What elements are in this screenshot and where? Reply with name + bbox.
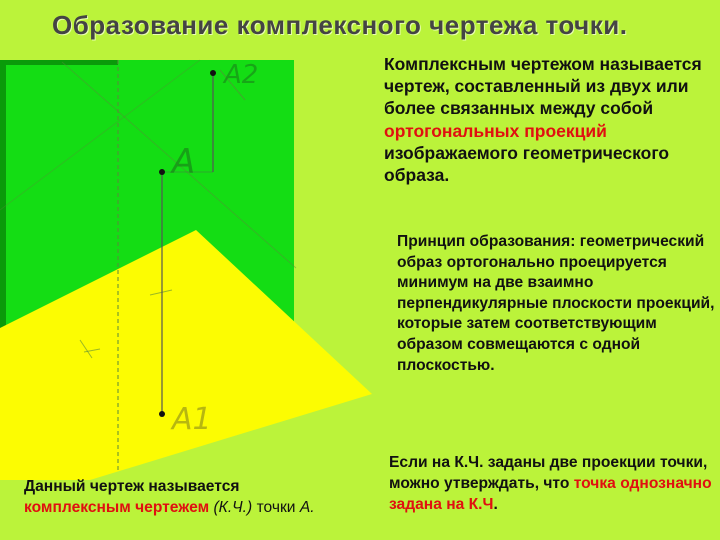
frontal-plane-edge-top <box>0 60 118 65</box>
definition-part1: Комплексным чертежом называется чертеж, составленный из двух или более связанных между собой <box>384 54 702 119</box>
definition-text <box>384 53 714 186</box>
definition-highlight: ортогональных проекций <box>384 120 607 141</box>
condition-part1: Если на К.Ч. заданы две проекции точки, можно утверждать, что <box>389 454 708 492</box>
condition-end: . <box>493 496 498 513</box>
point-a <box>159 169 165 175</box>
caption-tail-point: А. <box>299 498 315 516</box>
caption-abbr: (К.Ч.) <box>213 498 253 516</box>
caption-line1: Данный чертеж называется <box>24 478 240 495</box>
principle-body: Принцип образования: геометрический образ ортогонально проецируется минимум на две взаимно перпендикулярные плоскости проекций, которые затем соответствующим образом совмещаются с одной плоскостью. <box>397 233 715 374</box>
principle-text <box>397 232 717 376</box>
page-title: Образование комплексного чертежа точки. <box>52 10 628 40</box>
caption-tail-word: точки <box>256 498 296 516</box>
label-a1: A1 <box>172 402 212 437</box>
condition-highlight1: точка <box>573 475 616 492</box>
frontal-plane-edge <box>0 60 6 328</box>
drawing-caption <box>24 477 394 518</box>
condition-highlight2: однозначно задана на К.Ч <box>389 475 712 513</box>
condition-text <box>389 452 719 515</box>
label-a: A <box>172 142 196 182</box>
definition-part2: изображаемого геометрического образа. <box>384 142 670 186</box>
label-a2: A2 <box>224 60 259 90</box>
caption-highlight: комплексным чертежем <box>24 498 210 516</box>
point-a2 <box>210 70 216 76</box>
point-a1 <box>159 411 165 417</box>
